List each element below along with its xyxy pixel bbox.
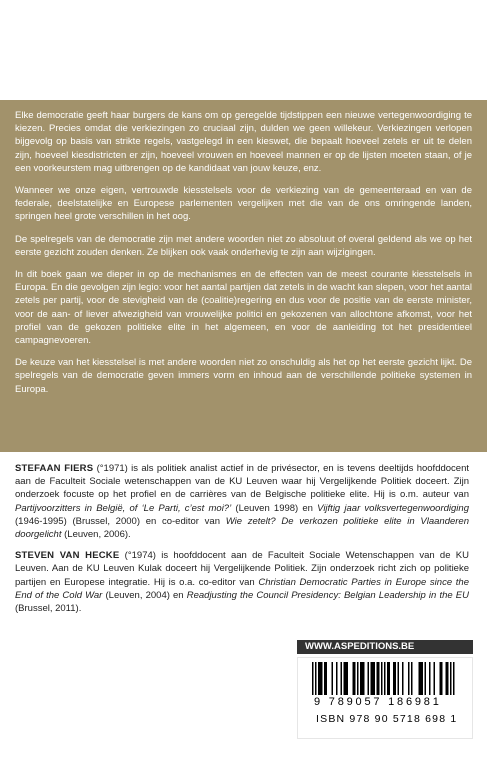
author-name-vanhecke: STEVEN VAN HECKE bbox=[15, 550, 120, 562]
bio-text: (Leuven 1998) en bbox=[231, 502, 318, 514]
barcode-bar bbox=[393, 662, 395, 695]
barcode-bar bbox=[371, 662, 373, 695]
barcode bbox=[297, 657, 473, 739]
barcode-bar bbox=[419, 662, 421, 695]
book-title: Readjusting the Council Presidency: Belgian Leadership in the EU bbox=[186, 589, 469, 601]
barcode-bar bbox=[345, 662, 347, 695]
cover-top-area bbox=[0, 0, 487, 100]
barcode-bar bbox=[408, 662, 410, 695]
barcode-bar bbox=[347, 662, 349, 695]
barcode-bar bbox=[429, 662, 431, 695]
author-bio-fiers bbox=[15, 462, 469, 541]
barcode-bar bbox=[381, 662, 383, 695]
author-name-fiers: STEFAAN FIERS bbox=[15, 463, 94, 474]
barcode-bar bbox=[312, 662, 314, 695]
barcode-bar bbox=[378, 662, 380, 695]
book-title: Wie zetelt? De verkozen politieke elite in Vlaanderen doorgelicht bbox=[15, 515, 469, 541]
barcode-bar bbox=[341, 662, 343, 695]
barcode-bar bbox=[326, 662, 328, 695]
barcode-bar bbox=[353, 662, 355, 695]
barcode-bar bbox=[389, 662, 391, 695]
isbn-number: ISBN 978 90 5718 698 1 bbox=[316, 713, 458, 725]
barcode-bar bbox=[344, 662, 346, 695]
barcode-bar bbox=[422, 662, 424, 695]
bio-text: (Leuven, 2004) en bbox=[102, 589, 187, 601]
bio-text: (°1971) is als politiek analist actief in de privésector, en is tevens deeltijds hoofddocent aan de Faculteit Sociale wetenschappen van de KU Leuven waar hij Vergelijkende Politiek doceert. Zijn onderzoek focuste op het profiel en de carrières van de Belgische politieke elite. Hij is o.m. auteur van bbox=[15, 463, 469, 501]
barcode-bar bbox=[411, 662, 413, 695]
back-cover-blurb bbox=[0, 100, 487, 452]
barcode-bar bbox=[398, 662, 400, 695]
barcode-bar bbox=[395, 662, 397, 695]
blurb-paragraph-3: De spelregels van de democratie zijn met andere woorden niet zo absoluut of overal geldend als we op het eerste gezicht zouden denken. Ze blijken ook vaak onderhevig te zijn aan wijzigingen. bbox=[15, 233, 472, 258]
barcode-bar bbox=[434, 662, 436, 695]
barcode-bar bbox=[453, 662, 455, 695]
barcode-bar bbox=[363, 662, 365, 695]
barcode-bar bbox=[402, 662, 404, 695]
barcode-bar bbox=[336, 662, 338, 695]
barcode-bar bbox=[447, 662, 449, 695]
barcode-bar bbox=[425, 662, 427, 695]
barcode-bar bbox=[372, 662, 374, 695]
barcode-bar bbox=[374, 662, 376, 695]
barcode-bar bbox=[360, 662, 362, 695]
barcode-bar bbox=[446, 662, 448, 695]
barcode-bar bbox=[387, 662, 389, 695]
barcode-bar bbox=[320, 662, 322, 695]
bio-text: (Leuven, 2006). bbox=[61, 529, 131, 541]
barcode-bar bbox=[368, 662, 370, 695]
blurb-paragraph-5: De keuze van het kiesstelsel is met andere woorden niet zo onschuldig als het op het eerste gezicht lijkt. De spelregels van de democratie geven immers vorm en inhoud aan de verschillende politieke systemen in Europa. bbox=[15, 357, 472, 395]
barcode-bar bbox=[440, 662, 442, 695]
bio-text: (Brussel, 2011). bbox=[15, 603, 82, 615]
barcode-bars bbox=[298, 658, 474, 698]
ean-digits: 9 789057 186981 bbox=[314, 696, 442, 708]
barcode-bar bbox=[332, 662, 334, 695]
book-title: Vijftig jaar volksvertegenwoordiging bbox=[317, 502, 469, 514]
barcode-bar bbox=[354, 662, 356, 695]
barcode-bar bbox=[384, 662, 386, 695]
author-bio-vanhecke bbox=[15, 549, 469, 615]
book-title: Partijvoorzitters in België, of ‘Le Parti, c’est moi?’ bbox=[15, 502, 232, 514]
barcode-bar bbox=[357, 662, 359, 695]
blurb-paragraph-1: Elke democratie geeft haar burgers de kans om op geregelde tijdstippen een nieuwe vertegenwoordiging te kiezen. Precies omdat die verkiezingen zo cruciaal zijn, dulden we geen willekeur. Verkiezingen verlopen bijgevolg op basis van strikte regels, vastgelegd in een kieswet, die bepaalt hoeveel zetels er uit te delen zijn, hoeveel kiesdistricten er zijn, hoeveel vrouwen en hoeveel mannen er op de lijsten moeten staan, of je een voorkeurstem mag uitbrengen op de kandidaat van jouw keuze, enz. bbox=[15, 110, 472, 174]
barcode-bar bbox=[321, 662, 323, 695]
publisher-url: WWW.ASPEDITIONS.BE bbox=[297, 640, 473, 654]
bio-text: (°1974) is hoofddocent aan de Faculteit Sociale Wetenschappen van de KU Leuven. Aan de KU Leuven Kulak doceert hij Vergelijkende Politiek. Zijn onderzoek richt zich op politieke partijen en Europese integratie. Hij is o.a. co-editor van bbox=[15, 550, 469, 588]
barcode-bar bbox=[318, 662, 320, 695]
barcode-bar bbox=[420, 662, 422, 695]
barcode-bar bbox=[377, 662, 379, 695]
book-title: Christian Democratic Parties in Europe since the End of the Cold War bbox=[15, 576, 470, 601]
barcode-bar bbox=[450, 662, 452, 695]
blurb-paragraph-2: Wanneer we onze eigen, vertrouwde kiesstelsels voor de verkiezing van de gemeenteraad en van de federale, deelstatelijke en Europese parlementen vergelijken met die van de ons omringende landen, springen heel grote verschillen in het oog. bbox=[15, 185, 472, 223]
author-bios bbox=[0, 458, 487, 623]
blurb-paragraph-4: In dit boek gaan we dieper in op de mechanismes en de effecten van de meest courante kiesstelsels in Europa. En die gevolgen zijn legio: voor het aantal partijen dat zetels in de wacht kan slepen, voor het aantal zetels per partij, voor de stevigheid van de (coalitie)regering en dus voor de positie van de eerste minister, voor de aan- of liever afwezigheid van vrouwelijke politici en gekozenen van allochtone afkomst, voor het profiel van de gekozen politieke elite in het algemeen, en voor de aanleiding tot het presidentieel campagnevoeren. bbox=[15, 269, 472, 347]
barcode-bar bbox=[315, 662, 317, 695]
bio-text: (1946-1995) (Brussel, 2000) en co-editor van bbox=[15, 515, 226, 527]
barcode-bar bbox=[441, 662, 443, 695]
barcode-bar bbox=[362, 662, 364, 695]
barcode-bar bbox=[324, 662, 326, 695]
